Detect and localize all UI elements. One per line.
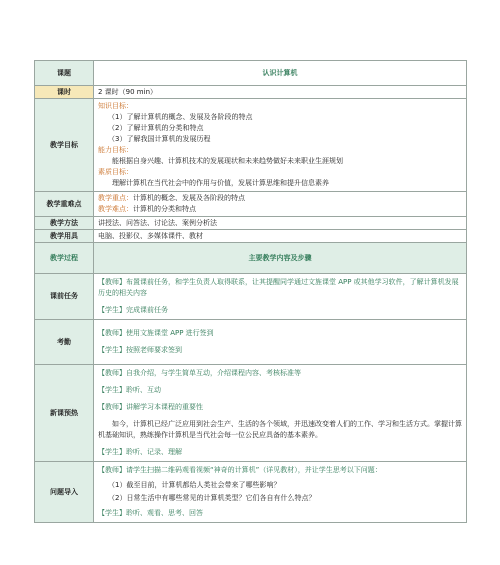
page-title: 认识计算机	[94, 61, 467, 86]
hard-text: 计算机的分类和特点	[133, 205, 196, 213]
hard-heading: 教学难点：	[98, 205, 133, 213]
teacher-text: 【教师】请学生扫描二维码观看视频“神奇的计算机”（详见教材），并让学生思考以下问题：	[98, 466, 382, 474]
student-text: 【学生】聆听、记录、理解	[98, 448, 182, 456]
keypoints-row	[35, 192, 467, 217]
teacher-text: 【教师】讲解学习本课程的重要性	[98, 403, 203, 411]
ability-text: 能根据自身兴趣、计算机技术的发展现状和未来趋势做好未来职业生涯规划	[112, 157, 343, 165]
question-text: （2）日常生活中有哪些常见的计算机类型？它们各自有什么特点？	[108, 494, 316, 502]
knowledge-heading: 知识目标：	[98, 102, 133, 110]
literacy-heading: 素质目标：	[98, 168, 133, 176]
keypoints-content	[94, 192, 467, 217]
goals-label: 教学目标	[35, 99, 94, 192]
paragraph-text: 如今，计算机已经广泛应用到社会生产、生活的各个领域，并迅速改变着人们的工作、学习和生活方式。掌握计算机基础知识，熟练操作计算机是当代社会每一位公民应具备的基本素养。	[98, 420, 462, 439]
ability-heading: 能力目标：	[98, 146, 133, 154]
step-row	[35, 365, 467, 462]
goals-row	[35, 99, 467, 192]
process-label: 教学过程	[35, 243, 94, 274]
keypoints-label: 教学重难点	[35, 192, 94, 217]
goals-content	[94, 99, 467, 192]
key-text: 计算机的概念、发展及各阶段的特点	[133, 194, 245, 202]
step-label: 问题导入	[35, 462, 94, 523]
step-content	[94, 365, 467, 462]
student-text: 【学生】聆听、互动	[98, 386, 161, 394]
lesson-plan-table	[34, 60, 467, 523]
knowledge-item: （2）了解计算机的分类和特点	[108, 124, 204, 132]
question-text: （1）截至目前，计算机都给人类社会带来了哪些影响？	[108, 481, 281, 489]
student-text: 【学生】完成课前任务	[98, 306, 168, 314]
step-row	[35, 320, 467, 365]
tools-row	[35, 230, 467, 243]
methods-label: 教学方法	[35, 217, 94, 230]
literacy-text: 理解计算机在当代社会中的作用与价值，发展计算思维和提升信息素养	[112, 179, 329, 187]
methods-row	[35, 217, 467, 230]
student-text: 【学生】聆听、观看、思考、回答	[98, 509, 203, 517]
step-label: 考勤	[35, 320, 94, 365]
teacher-text: 【教师】布置课前任务，和学生负责人取得联系，让其提醒同学通过文旌课堂 APP 或其他学习软件，了解计算机发展历史的相关内容	[98, 278, 459, 297]
process-heading: 主要教学内容及步骤	[94, 243, 467, 274]
student-text: 【学生】按照老师要求签到	[98, 346, 182, 354]
tools-value: 电脑、投影仪、多媒体课件、教材	[94, 230, 467, 243]
hours-row	[35, 86, 467, 99]
hours-label: 课时	[35, 86, 94, 99]
step-content	[94, 320, 467, 365]
step-row	[35, 274, 467, 320]
topic-row	[35, 61, 467, 86]
knowledge-item: （1）了解计算机的概念、发展及各阶段的特点	[108, 113, 253, 121]
teacher-text: 【教师】自我介绍，与学生简单互动，介绍课程内容、考核标准等	[98, 369, 301, 377]
methods-value: 讲授法、问答法、讨论法、案例分析法	[94, 217, 467, 230]
step-label: 新课预热	[35, 365, 94, 462]
step-content	[94, 462, 467, 523]
process-header-row	[35, 243, 467, 274]
key-heading: 教学重点：	[98, 194, 133, 202]
tools-label: 教学用具	[35, 230, 94, 243]
teacher-text: 【教师】使用文旌课堂 APP 进行签到	[98, 329, 214, 337]
topic-label: 课题	[35, 61, 94, 86]
step-label: 课前任务	[35, 274, 94, 320]
step-row	[35, 462, 467, 523]
knowledge-item: （3）了解我国计算机的发展历程	[108, 135, 211, 143]
hours-value: 2 课时（90 min）	[94, 86, 467, 99]
step-content	[94, 274, 467, 320]
